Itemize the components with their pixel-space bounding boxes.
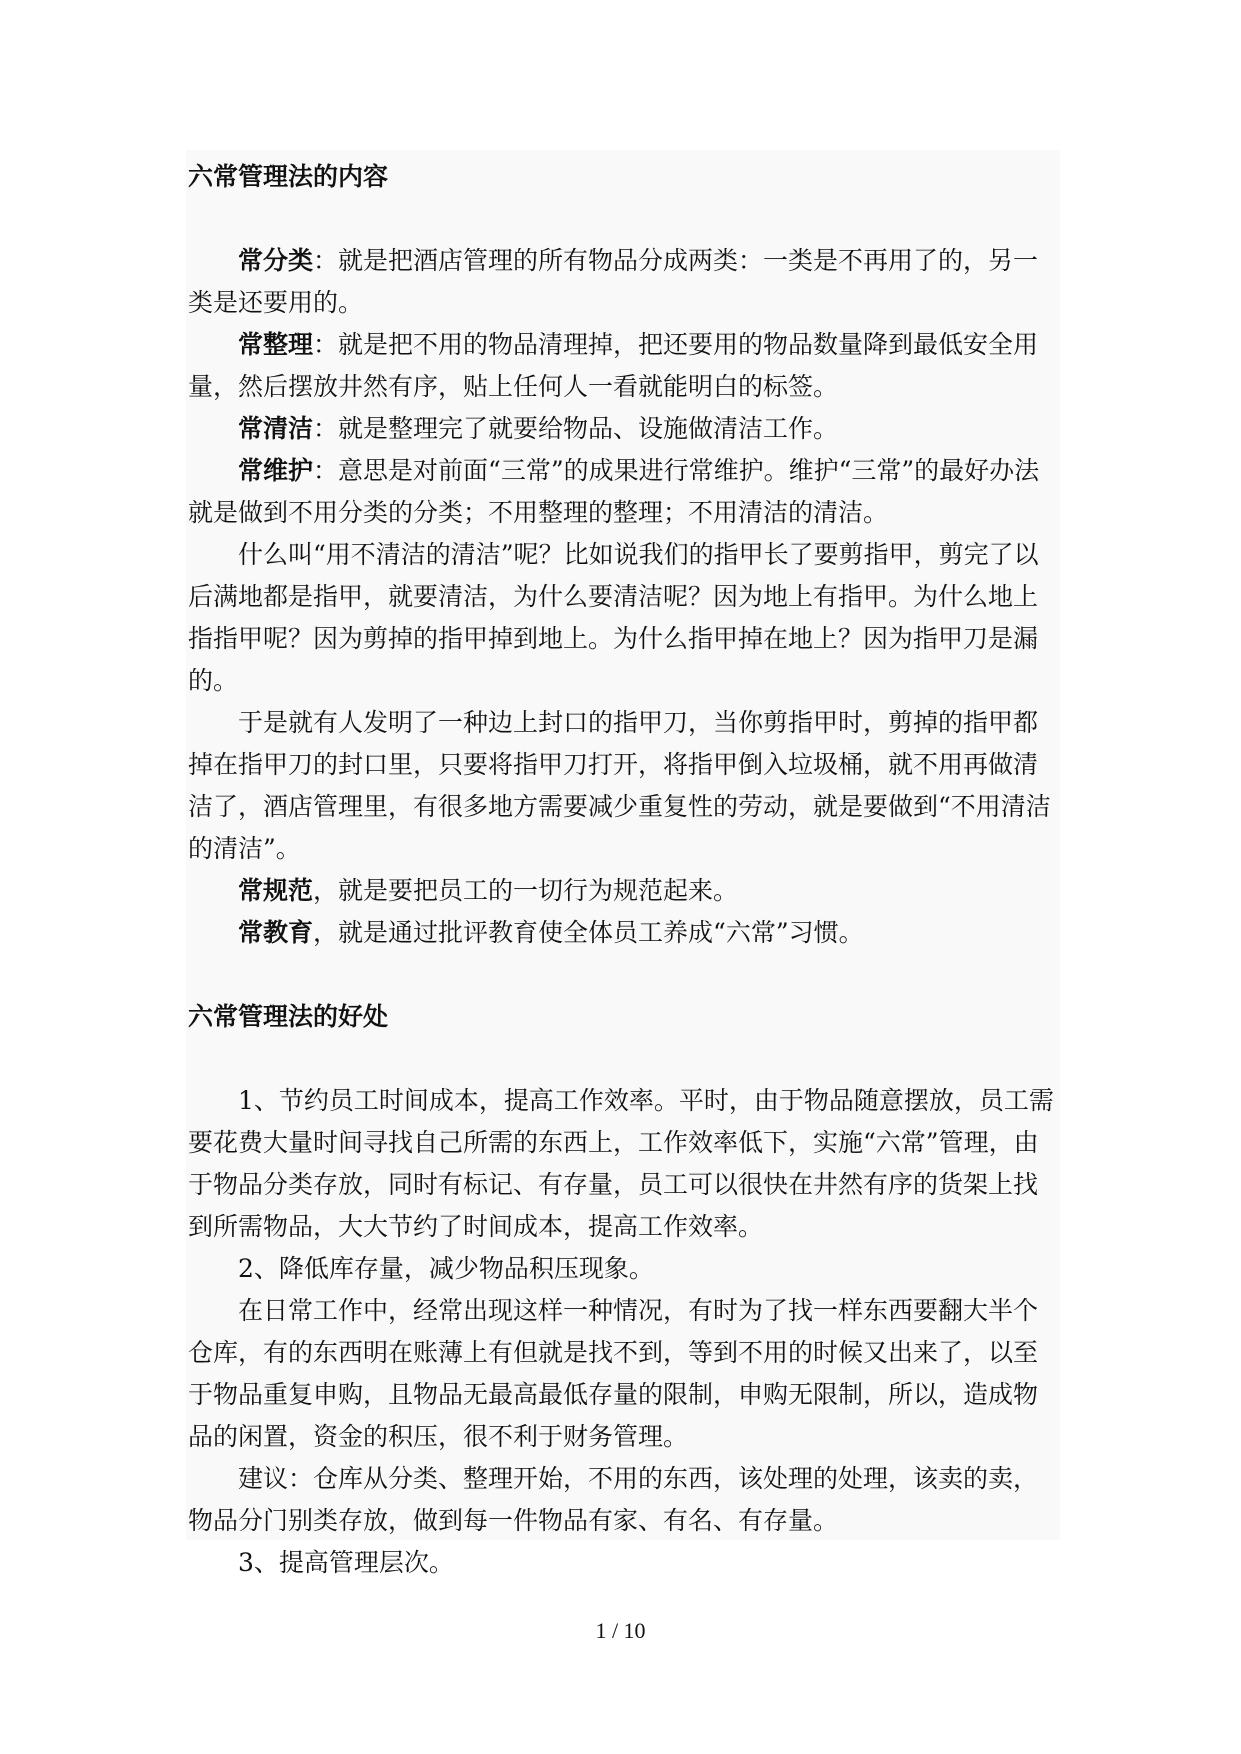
paragraph-standardize	[188, 870, 1058, 912]
term-educate: 常教育	[238, 918, 314, 947]
paragraph-classify	[188, 240, 1058, 324]
paragraph-text: 就是把不用的物品清理掉，把还要用的物品数量降到最低安全用量，然后摆放井然有序，贴上任何人一看就能明白的标签。	[188, 330, 1039, 401]
paragraph-suggestion: 建议：仓库从分类、整理开始，不用的东西，该处理的处理，该卖的卖，物品分门别类存放，做到每一件物品有家、有名、有存量。	[188, 1464, 1039, 1535]
section-heading-benefits: 六常管理法的好处	[188, 1002, 389, 1031]
paragraph-maintain	[188, 450, 1058, 534]
document-body	[188, 156, 1058, 1584]
paragraph-inventory: 在日常工作中，经常出现这样一种情况，有时为了找一样东西要翻大半个仓库，有的东西明在账薄上有但就是找不到，等到不用的时候又出来了，以至于物品重复申购，且物品无最高最低存量的限制，申购无限制，所以，造成物品的闲置，资金的积压，很不利于财务管理。	[188, 1296, 1039, 1451]
spacer	[188, 954, 1058, 996]
paragraph-fingernail-question: 什么叫“用不清洁的清洁”呢？比如说我们的指甲长了要剪指甲，剪完了以后满地都是指甲，就要清洁，为什么要清洁呢？因为地上有指甲。为什么地上指指甲呢？因为剪掉的指甲掉到地上。为什么指甲掉在地上？因为指甲刀是漏的。	[188, 540, 1039, 695]
term-standardize: 常规范	[238, 876, 314, 905]
section-heading-content: 六常管理法的内容	[188, 162, 389, 191]
term-organize: 常整理	[238, 330, 314, 359]
term-separator: ，	[313, 876, 339, 905]
paragraph-text: 就是要把员工的一切行为规范起来。	[338, 876, 739, 905]
term-separator: ：	[313, 330, 339, 359]
paragraph-text: 就是通过批评教育使全体员工养成“六常”习惯。	[338, 918, 864, 947]
term-separator: ，	[313, 918, 339, 947]
term-separator: ：	[313, 246, 339, 275]
paragraph-benefit-3: 3、提高管理层次。	[238, 1548, 454, 1577]
page-number: 1 / 10	[595, 1618, 646, 1643]
paragraph-text: 意思是对前面“三常”的成果进行常维护。维护“三常”的最好办法就是做到不用分类的分类；不用整理的整理；不用清洁的清洁。	[188, 456, 1040, 527]
paragraph-clean	[188, 408, 1058, 450]
paragraph-organize	[188, 324, 1058, 408]
paragraph-text: 就是整理完了就要给物品、设施做清洁工作。	[338, 414, 839, 443]
paragraph-fingernail-invention: 于是就有人发明了一种边上封口的指甲刀，当你剪指甲时，剪掉的指甲都掉在指甲刀的封口里，只要将指甲刀打开，将指甲倒入垃圾桶，就不用再做清洁了，酒店管理里，有很多地方需要减少重复性的劳动，就是要做到“不用清洁的清洁”。	[188, 708, 1051, 863]
spacer	[188, 198, 1058, 240]
term-clean: 常清洁	[238, 414, 314, 443]
term-separator: ：	[313, 414, 339, 443]
term-maintain: 常维护	[238, 456, 314, 485]
paragraph-benefit-1: 1、节约员工时间成本，提高工作效率。平时，由于物品随意摆放，员工需要花费大量时间寻找自己所需的东西上，工作效率低下，实施“六常”管理，由于物品分类存放，同时有标记、有存量，员工可以很快在井然有序的货架上找到所需物品，大大节约了时间成本，提高工作效率。	[188, 1086, 1054, 1241]
paragraph-benefit-2: 2、降低库存量，减少物品积压现象。	[238, 1254, 654, 1283]
paragraph-educate	[188, 912, 1058, 954]
spacer	[188, 1038, 1058, 1080]
term-separator: ：	[313, 456, 339, 485]
term-classify: 常分类	[238, 246, 314, 275]
paragraph-text: 就是把酒店管理的所有物品分成两类：一类是不再用了的，另一类是还要用的。	[188, 246, 1039, 317]
